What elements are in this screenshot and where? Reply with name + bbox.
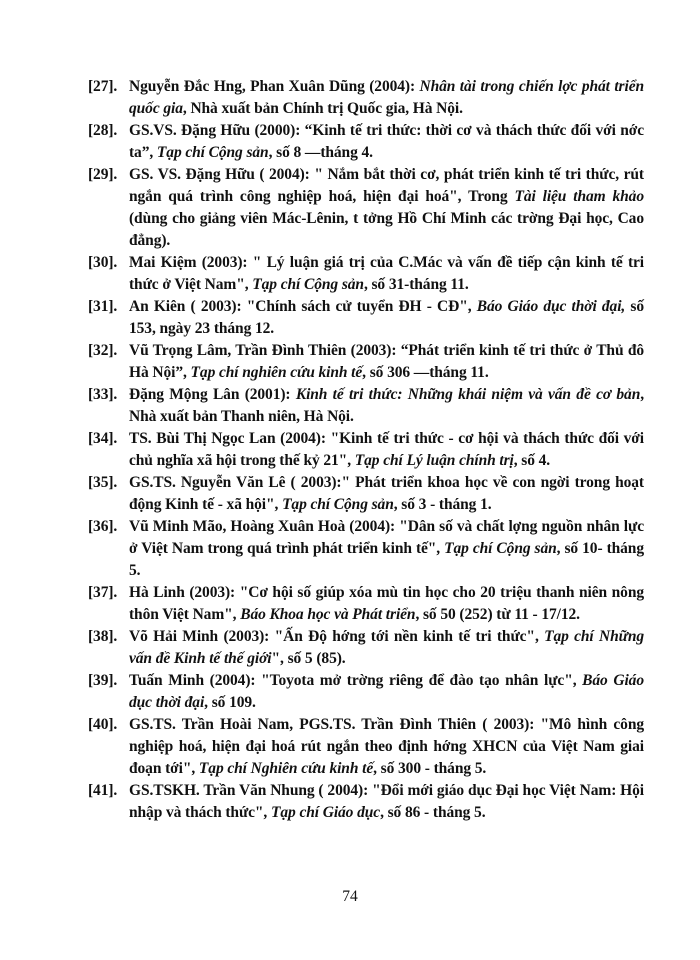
reference-text-fragment: Võ Hải Minh (2003): "Ấn Độ hớng tới nền kinh tế tri thức",	[129, 628, 545, 645]
reference-entry	[88, 296, 644, 340]
reference-number: [29].	[88, 166, 118, 183]
reference-text	[129, 164, 644, 252]
reference-text-fragment: , số 306 —tháng 11.	[362, 364, 489, 381]
reference-text-fragment: GS. VS. Đặng Hữu ( 2004): " Nắm bắt thời cơ, phát triển kinh tế tri thức, rút ngắn quá trình công nghiệp hoá, hiện đại hoá", Trong	[129, 166, 644, 205]
reference-number: [28].	[88, 122, 118, 139]
reference-text	[129, 780, 644, 824]
reference-text-fragment: ", số 5 (85).	[271, 650, 346, 667]
reference-entry	[88, 340, 644, 384]
reference-title-italic: Tạp chí Giáo dục	[271, 804, 381, 821]
reference-number: [27].	[88, 78, 118, 95]
reference-title-italic: Kinh tế tri thức: Những khái niệm và vấn đề cơ bản	[295, 386, 641, 403]
reference-text-fragment: , số 300 - tháng 5.	[373, 760, 487, 777]
reference-number: [37].	[88, 584, 118, 601]
reference-text	[129, 120, 644, 164]
reference-number: [41].	[88, 782, 118, 799]
reference-text-fragment: GS.VS. Đặng Hữu (2000): “Kinh tế tri thức: thời cơ và thách thức đối với nớc ta”,	[129, 122, 644, 161]
reference-text	[129, 472, 644, 516]
reference-entry	[88, 714, 644, 780]
reference-entry	[88, 670, 644, 714]
reference-text-fragment: GS.TS. Trần Hoài Nam, PGS.TS. Trần Đình Thiên ( 2003): "Mô hình công nghiệp hoá, hiện đại hoá rút ngắn theo định hớng XHCN của Việt Nam giai đoạn tới",	[129, 716, 644, 777]
reference-entry	[88, 780, 644, 824]
reference-text-fragment: , số 86 - tháng 5.	[380, 804, 486, 821]
reference-entry	[88, 164, 644, 252]
reference-text-fragment: Mai Kiệm (2003): " Lý luận giá trị của C.Mác và vấn đề tiếp cận kinh tế tri thức ở Việt Nam",	[129, 254, 644, 293]
reference-number: [35].	[88, 474, 118, 491]
reference-text	[129, 76, 644, 120]
reference-entry	[88, 626, 644, 670]
reference-text	[129, 714, 644, 780]
reference-entry	[88, 472, 644, 516]
reference-text-fragment: Vũ Trọng Lâm, Trần Đình Thiên (2003): “Phát triển kinh tế tri thức ở Thủ đô Hà Nội”,	[129, 342, 644, 381]
reference-title-italic: Tạp chí Nghiên cứu kinh tế	[198, 760, 374, 777]
reference-title-italic: Tạp chí Cộng sản	[156, 144, 269, 161]
reference-title-italic: Tạp chí Cộng sản	[282, 496, 394, 513]
reference-entry	[88, 76, 644, 120]
reference-text-fragment: , số 8 —tháng 4.	[268, 144, 373, 161]
reference-entry	[88, 120, 644, 164]
reference-text-fragment: Vũ Minh Mão, Hoàng Xuân Hoà (2004): "Dân số và chất lợng nguồn nhân lực ở Việt Nam trong quá trình phát triển kinh tế",	[129, 518, 644, 557]
reference-number: [34].	[88, 430, 118, 447]
reference-title-italic: Báo Giáo dục thời đại	[129, 672, 644, 711]
reference-text-fragment: GS.TSKH. Trần Văn Nhung ( 2004): "Đổi mới giáo dục Đại học Việt Nam: Hội nhập và thách thức",	[129, 782, 644, 821]
reference-text-fragment: số 153, ngày 23 tháng 12.	[129, 298, 644, 337]
reference-title-italic: Tạp chí Lý luận chính trị	[354, 452, 514, 469]
reference-text-fragment: , số 31-tháng 11.	[363, 276, 469, 293]
reference-text-fragment: TS. Bùi Thị Ngọc Lan (2004): "Kinh tế tri thức - cơ hội và thách thức đối với chủ nghĩa xã hội trong thế kỷ 21",	[129, 430, 644, 469]
reference-text	[129, 582, 644, 626]
reference-text	[129, 252, 644, 296]
reference-text	[129, 340, 644, 384]
reference-entry	[88, 428, 644, 472]
reference-text	[129, 296, 644, 340]
reference-number: [32].	[88, 342, 118, 359]
reference-list	[88, 76, 644, 824]
reference-number: [30].	[88, 254, 118, 271]
reference-text-fragment: An Kiên ( 2003): "Chính sách cử tuyển ĐH - CĐ",	[129, 298, 477, 315]
reference-text-fragment: Hà Linh (2003): "Cơ hội số giúp xóa mù tin học cho 20 triệu thanh niên nông thôn Việt Nam",	[129, 584, 644, 623]
reference-title-italic: Nhân tài trong chiến lợc phát triển quốc gia	[129, 78, 644, 117]
reference-text-fragment: , số 10- tháng 5.	[129, 540, 644, 579]
reference-text	[129, 670, 644, 714]
reference-number: [40].	[88, 716, 118, 733]
reference-entry	[88, 252, 644, 296]
reference-number: [38].	[88, 628, 118, 645]
reference-entry	[88, 384, 644, 428]
reference-text	[129, 384, 644, 428]
reference-text-fragment: Đặng Mộng Lân (2001):	[129, 386, 296, 403]
reference-title-italic: Tạp chí nghiên cứu kinh tế	[190, 364, 363, 381]
reference-number: [31].	[88, 298, 118, 315]
reference-text-fragment: , số 3 - tháng 1.	[393, 496, 492, 513]
page-number: 74	[342, 888, 358, 905]
reference-text	[129, 516, 644, 582]
reference-text-fragment: Tuấn Minh (2004): "Toyota mở trờng riêng để đào tạo nhân lực",	[129, 672, 583, 689]
reference-title-italic: Tạp chí Cộng sản	[252, 276, 364, 293]
reference-text-fragment: , Nhà xuất bản Chính trị Quốc gia, Hà Nội.	[182, 100, 463, 117]
reference-entry	[88, 516, 644, 582]
reference-title-italic: Tài liệu tham khảo	[514, 188, 644, 205]
reference-title-italic: Tạp chí Cộng sản	[444, 540, 557, 557]
reference-text	[129, 428, 644, 472]
reference-number: [39].	[88, 672, 118, 689]
reference-text-fragment: , số 109.	[204, 694, 256, 711]
reference-number: [36].	[88, 518, 118, 535]
reference-number: [33].	[88, 386, 118, 403]
reference-text-fragment: , Nhà xuất bản Thanh niên, Hà Nội.	[129, 386, 645, 425]
reference-title-italic: Báo Khoa học và Phát triển	[240, 606, 416, 623]
reference-text-fragment: (dùng cho giảng viên Mác-Lênin, t tởng Hồ Chí Minh các trờng Đại học, Cao đẳng).	[129, 210, 644, 249]
reference-text-fragment: , số 50 (252) từ 11 - 17/12.	[415, 606, 580, 623]
reference-text	[129, 626, 644, 670]
reference-text-fragment: , số 4.	[513, 452, 551, 469]
reference-title-italic: Báo Giáo dục thời đại,	[476, 298, 626, 315]
reference-text-fragment: GS.TS. Nguyễn Văn Lê ( 2003):" Phát triển khoa học về con ngời trong hoạt động Kinh tế - xã hội",	[129, 474, 644, 513]
reference-text-fragment: Nguyễn Đắc Hng, Phan Xuân Dũng (2004):	[129, 78, 420, 95]
reference-title-italic: Tạp chí Những vấn đề Kinh tế thế giới	[129, 628, 644, 667]
reference-entry	[88, 582, 644, 626]
